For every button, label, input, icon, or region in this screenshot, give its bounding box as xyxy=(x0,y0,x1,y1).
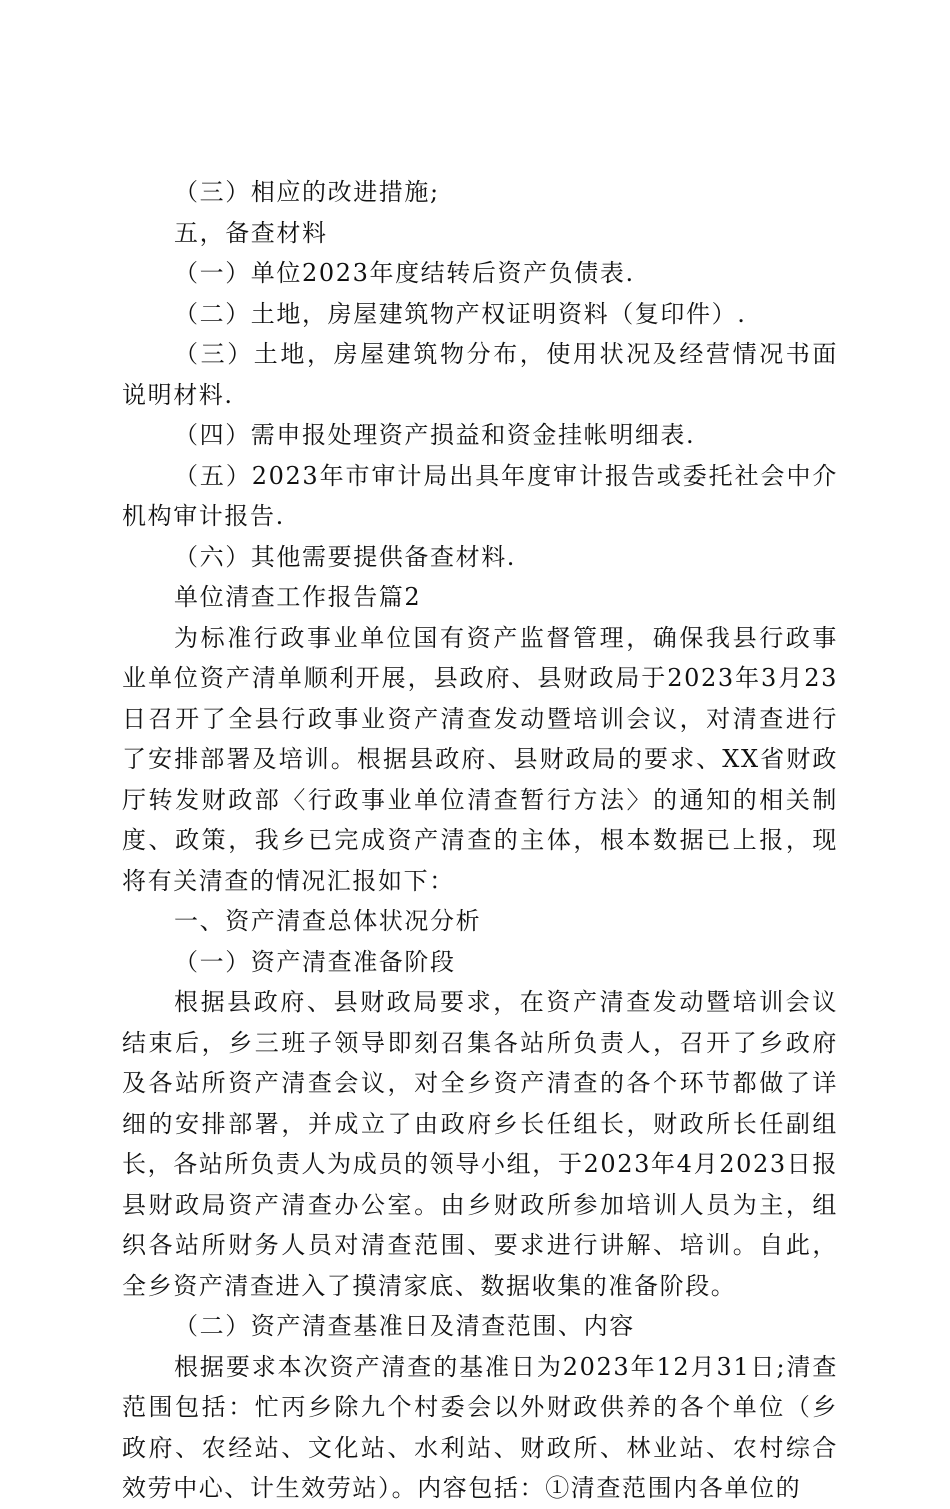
paragraph-item-3: （三）土地，房屋建筑物分布，使用状况及经营情况书面说明材料. xyxy=(122,340,838,409)
paragraph-item-4: （四）需申报处理资产损益和资金挂帐明细表. xyxy=(174,421,696,449)
paragraph-improvement-measures: （三）相应的改进措施; xyxy=(174,178,440,206)
heading-base-date-scope: （二）资产清查基准日及清查范围、内容 xyxy=(174,1312,635,1340)
paragraph-item-1: （一）单位2023年度结转后资产负债表. xyxy=(174,259,635,287)
heading-reference-materials: 五，备查材料 xyxy=(174,218,328,247)
paragraph-item-2: （二）土地，房屋建筑物产权证明资料（复印件）. xyxy=(174,299,747,328)
document-body xyxy=(122,172,838,1509)
paragraph-base-date-scope: 根据要求本次资产清查的基准日为2023年12月31日;清查范围包括：忙丙乡除九个村委会以外财政供养的各个单位（乡政府、农经站、文化站、水利站、财政所、林业站、农村综合效劳中心、计生效劳站）。内容包括：①清查范围内各单位的 xyxy=(122,1352,838,1502)
heading-report-part-2: 单位清查工作报告篇2 xyxy=(174,583,422,611)
paragraph-preparation-stage: 根据县政府、县财政局要求，在资产清查发动暨培训会议结束后，乡三班子领导即刻召集各站所负责人，召开了乡政府及各站所资产清查会议，对全乡资产清查的各个环节都做了详细的安排部署，并成立了由政府乡长任组长，财政所长任副组长，各站所负责人为成员的领导小组，于2023年4月2023日报县财政局资产清查办公室。由乡财政所参加培训人员为主，组织各站所财务人员对清查范围、要求进行讲解、培训。自此，全乡资产清查进入了摸清家底、数据收集的准备阶段。 xyxy=(122,988,838,1300)
paragraph-introduction: 为标准行政事业单位国有资产监督管理，确保我县行政事业单位资产清单顺利开展，县政府、县财政局于2023年3月23日召开了全县行政事业资产清查发动暨培训会议，对清查进行了安排部署及培训。根据县政府、县财政局的要求、XX省财政厅转发财政部〈行政事业单位清查暂行方法〉的通知的相关制度、政策，我乡已完成资产清查的主体，根本数据已上报，现将有关清查的情况汇报如下： xyxy=(122,623,838,895)
paragraph-item-5: （五）2023年市审计局出具年度审计报告或委托社会中介机构审计报告. xyxy=(122,461,838,530)
heading-overall-analysis: 一、资产清查总体状况分析 xyxy=(174,907,482,935)
paragraph-item-6: （六）其他需要提供备查材料. xyxy=(174,542,517,571)
heading-preparation-stage: （一）资产清查准备阶段 xyxy=(174,947,456,976)
